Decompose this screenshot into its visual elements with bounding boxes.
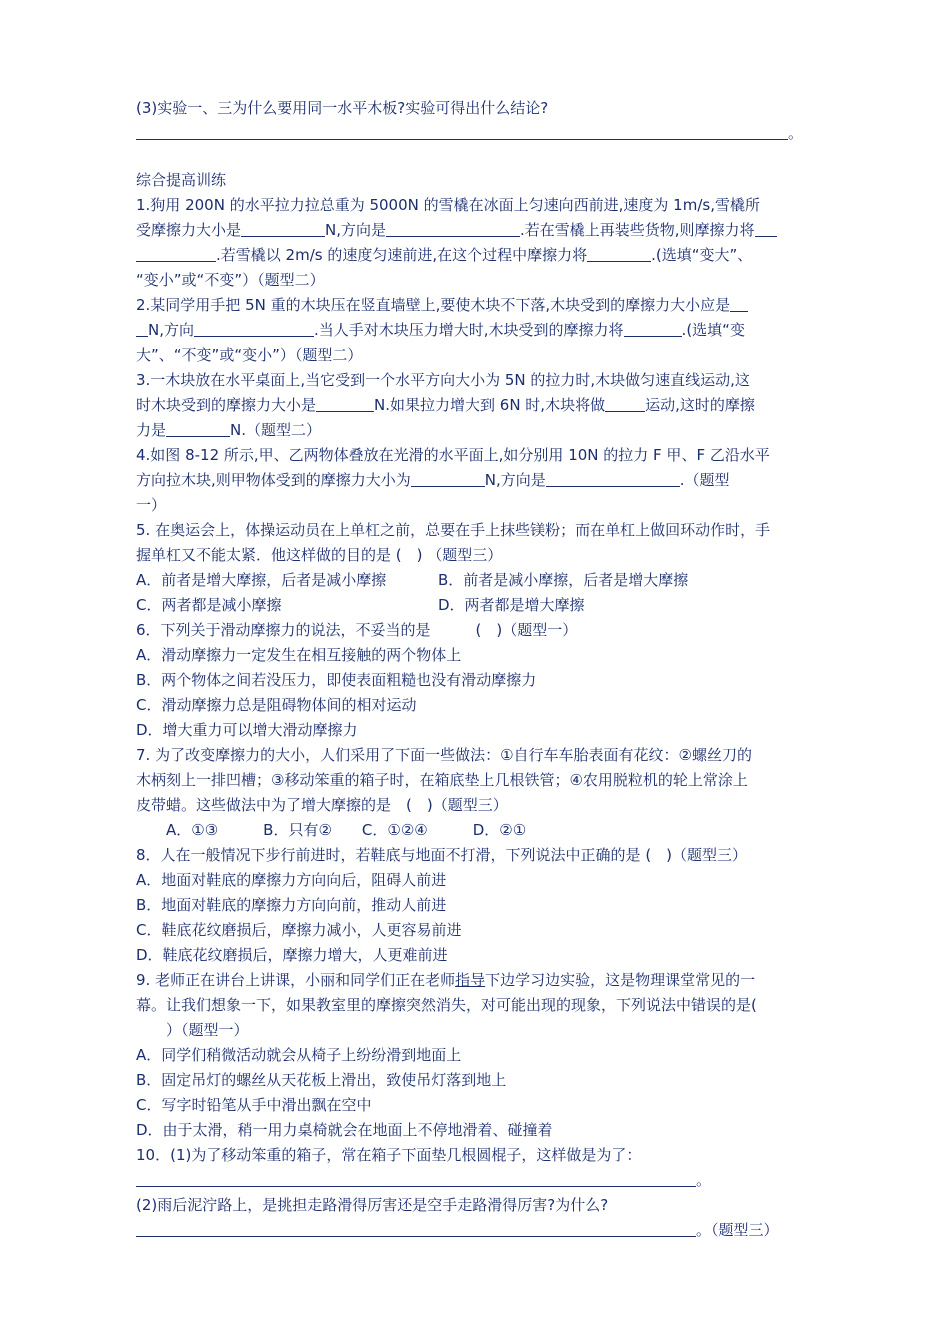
q9-option-a[interactable]: A．同学们稍微活动就会从椅子上纷纷滑到地面上: [136, 1046, 462, 1064]
q8-option-b[interactable]: B．地面对鞋底的摩擦力方向向前，推动人前进: [136, 896, 447, 914]
answer-blank[interactable]: [136, 1170, 696, 1187]
q8-option-d[interactable]: D．鞋底花纹磨损后，摩擦力增大，人更难前进: [136, 946, 448, 964]
q4-line3: 一）: [136, 496, 167, 514]
q1-line3: .若雪橇以 2m/s 的速度匀速前进,在这个过程中摩擦力将 .(选填“变大”、: [136, 243, 816, 268]
section-title: 综合提高训练: [136, 171, 227, 189]
q6-option-d[interactable]: D．增大重力可以增大滑动摩擦力: [136, 721, 358, 739]
q6-option-a[interactable]: A．滑动摩擦力一定发生在相互接触的两个物体上: [136, 646, 462, 664]
q5-options-ab: [136, 568, 816, 593]
q5-options-cd: [136, 593, 816, 618]
answer-blank[interactable]: [730, 295, 748, 312]
q9-line1: 9. 老师正在讲台上讲课，小丽和同学们正在老师指导下边学习边实验，这是物理课堂常见的一: [136, 971, 756, 989]
q9-option-b[interactable]: B．固定吊灯的螺丝从天花板上滑出，致使吊灯落到地上: [136, 1071, 507, 1089]
answer-blank[interactable]: [241, 220, 325, 237]
q10-line3: (2)雨后泥泞路上，是挑担走路滑得厉害还是空手走路滑得厉害?为什么?: [136, 1196, 609, 1214]
q6-option-c[interactable]: C．滑动摩擦力总是阻碍物体间的相对运动: [136, 696, 417, 714]
q3-answer-line: 。: [136, 121, 816, 146]
q3-line2: 时木块受到的摩擦力大小是 N.如果拉力增大到 6N 时,木块将做 运动,这时的摩擦: [136, 396, 755, 414]
q5-option-b[interactable]: B．前者是减小摩擦，后者是增大摩擦: [438, 571, 689, 589]
q10-answer-line2: 。（题型三）: [136, 1218, 816, 1243]
q2-line2: N,方向 .当人手对木块压力增大时,木块受到的摩擦力将 .(选填“变: [136, 318, 816, 343]
q5-line2: 握单杠又不能太紧．他这样做的目的是 ( ) （题型三）: [136, 546, 503, 564]
answer-blank[interactable]: [411, 470, 485, 487]
q3-line3: 力是 N.（题型二）: [136, 421, 322, 439]
q5-option-a[interactable]: A．前者是增大摩擦，后者是减小摩擦: [136, 571, 387, 589]
q4-line2: 方向拉木块,则甲物体受到的摩擦力大小为 N,方向是 .（题型: [136, 471, 730, 489]
q6-option-b[interactable]: B．两个物体之间若没压力，即使表面粗糙也没有滑动摩擦力: [136, 671, 537, 689]
answer-blank[interactable]: [136, 1220, 696, 1237]
q1-line4: “变小”或“不变”）（题型二）: [136, 271, 325, 289]
answer-blank[interactable]: [605, 395, 645, 412]
worksheet-page: [136, 96, 816, 1243]
q6-stem: 6．下列关于滑动摩擦力的说法，不妥当的是 ( )（题型一）: [136, 621, 578, 639]
q7-line3: 皮带蜡。这些做法中为了增大摩擦的是 ( )（题型三）: [136, 796, 508, 814]
q10-line1: 10．(1)为了移动笨重的箱子，常在箱子下面垫几根圆棍子，这样做是为了：: [136, 1146, 642, 1164]
answer-blank[interactable]: [166, 420, 230, 437]
q1-line1: 1.狗用 200N 的水平拉力拉总重为 5000N 的雪橇在冰面上匀速向西前进,速度为 1m/s,雪橇所: [136, 196, 760, 214]
q9-line3: ）（题型一）: [136, 1021, 249, 1039]
q3-line1: 3.一木块放在水平桌面上,当它受到一个水平方向大小为 5N 的拉力时,木块做匀速直线运动,这: [136, 371, 750, 389]
answer-blank[interactable]: [386, 220, 520, 237]
q7-options[interactable]: A．①③ B．只有② C．①②④ D．②①: [166, 821, 527, 839]
answer-blank[interactable]: [136, 123, 788, 140]
q9-option-d[interactable]: D．由于太滑，稍一用力桌椅就会在地面上不停地滑着、碰撞着: [136, 1121, 553, 1139]
q1-line2: 受摩擦力大小是 N,方向是 .若在雪橇上再装些货物,则摩擦力将: [136, 218, 816, 243]
q7-line2: 木柄刻上一排凹槽；③移动笨重的箱子时，在箱底垫上几根铁管；④农用脱粒机的轮上常涂上: [136, 771, 748, 789]
answer-blank[interactable]: [624, 320, 682, 337]
q8-option-c[interactable]: C．鞋底花纹磨损后，摩擦力减小，人更容易前进: [136, 921, 462, 939]
q8-option-a[interactable]: A．地面对鞋底的摩擦力方向向后，阻碍人前进: [136, 871, 447, 889]
q10-answer-line1: 。: [136, 1168, 816, 1193]
q2-line1: 2.某同学用手把 5N 重的木块压在竖直墙壁上,要使木块不下落,木块受到的摩擦力大小应是: [136, 293, 816, 318]
answer-blank[interactable]: [136, 245, 216, 262]
answer-blank[interactable]: [587, 245, 651, 262]
q9-line2: 幕。让我们想象一下，如果教室里的摩擦突然消失，对可能出现的现象，下列说法中错误的是(: [136, 996, 757, 1014]
answer-blank[interactable]: [546, 470, 680, 487]
answer-blank[interactable]: [194, 320, 314, 337]
q2-line3: 大”、“不变”或“变小”）（题型二）: [136, 346, 363, 364]
q7-line1: 7. 为了改变摩擦力的大小，人们采用了下面一些做法：①自行车车胎表面有花纹：②螺丝刀的: [136, 746, 752, 764]
q5-option-d[interactable]: D．两者都是增大摩擦: [438, 596, 585, 614]
q3-experiment-question: (3)实验一、三为什么要用同一水平木板?实验可得出什么结论?: [136, 99, 549, 117]
answer-blank[interactable]: [136, 320, 148, 337]
answer-blank[interactable]: [755, 220, 777, 237]
q8-stem: 8．人在一般情况下步行前进时，若鞋底与地面不打滑，下列说法中正确的是 ( )（题型三）: [136, 846, 748, 864]
answer-blank[interactable]: [316, 395, 374, 412]
q4-line1: 4.如图 8-12 所示,甲、乙两物体叠放在光滑的水平面上,如分别用 10N 的拉力 F 甲、F 乙沿水平: [136, 446, 770, 464]
q9-option-c[interactable]: C．写字时铅笔从手中滑出飘在空中: [136, 1096, 372, 1114]
q5-line1: 5. 在奥运会上，体操运动员在上单杠之前，总要在手上抹些镁粉；而在单杠上做回环动作时，手: [136, 521, 771, 539]
q5-option-c[interactable]: C．两者都是减小摩擦: [136, 596, 282, 614]
